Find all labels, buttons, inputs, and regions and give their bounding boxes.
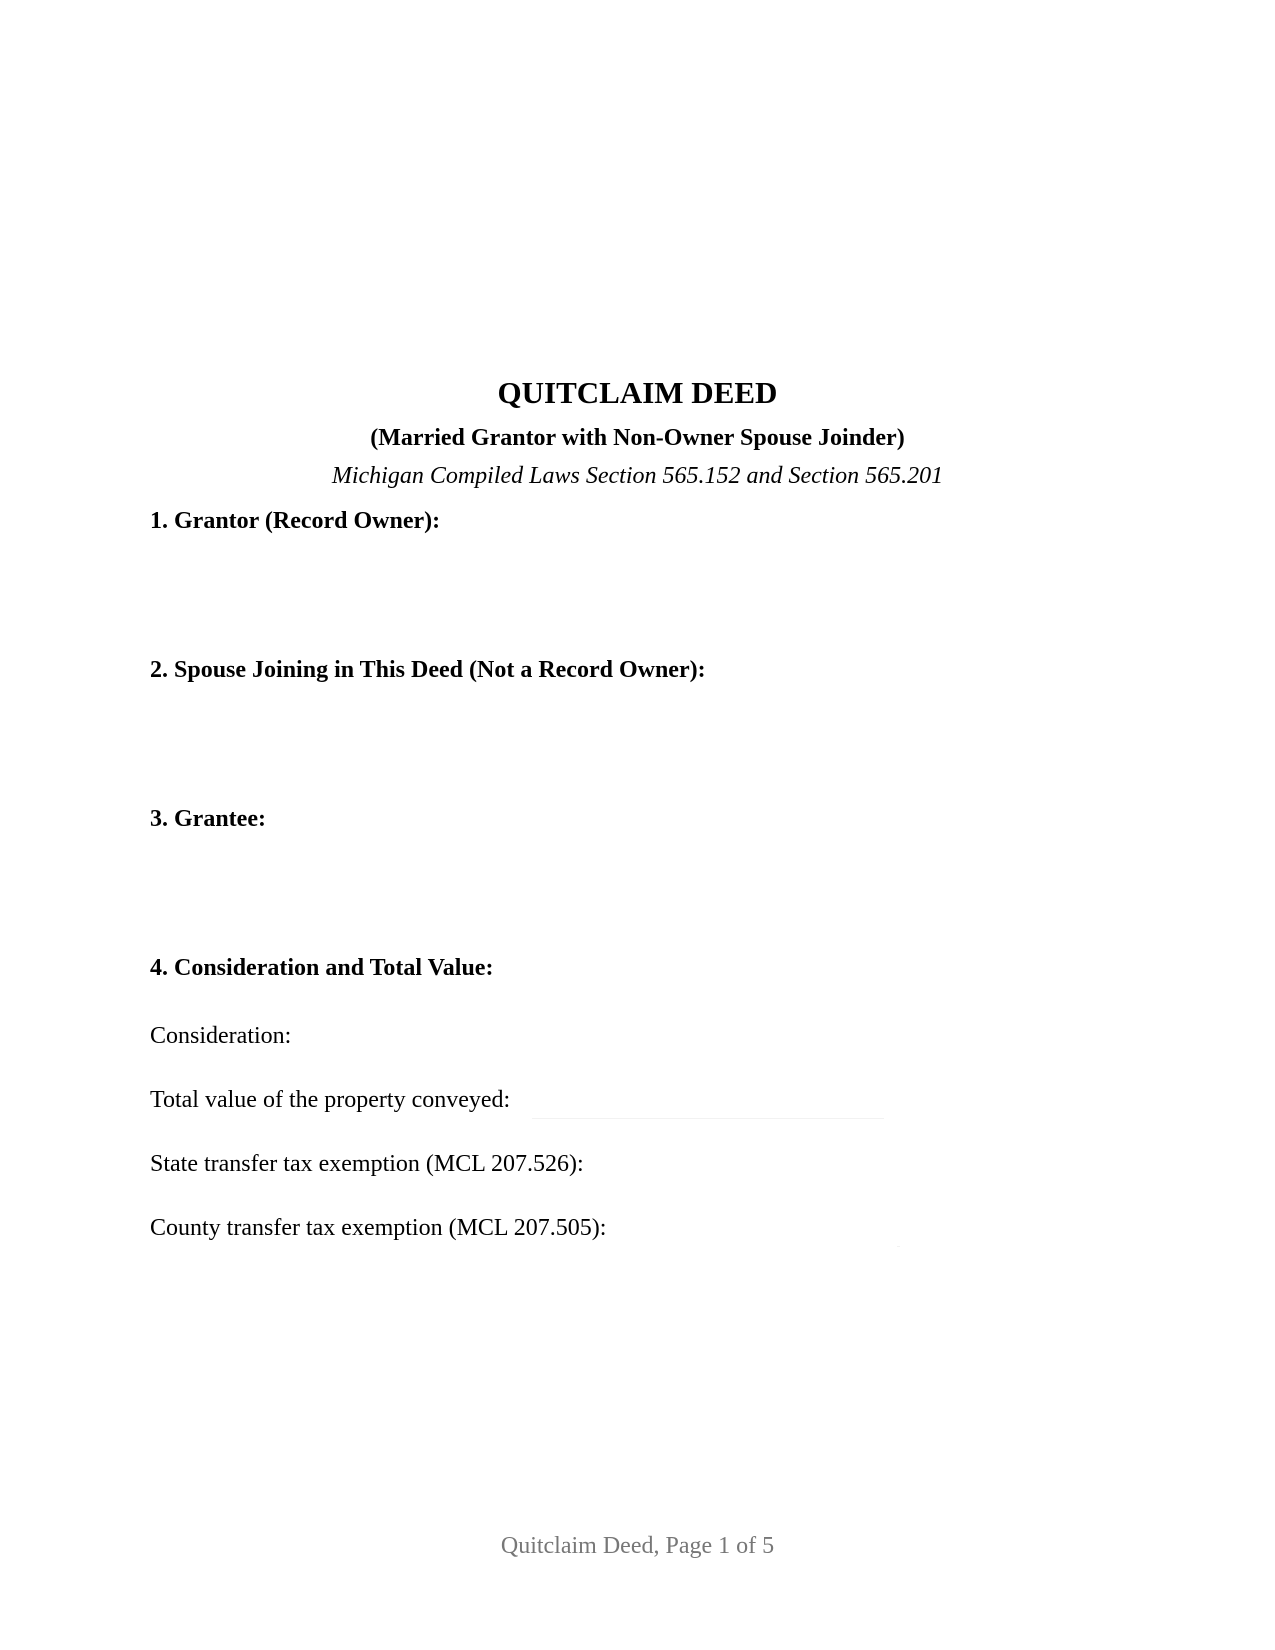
- document-subtitle: (Married Grantor with Non-Owner Spouse Joinder): [370, 425, 905, 451]
- consideration-label: Consideration:: [150, 1023, 292, 1049]
- county-exemption-fill-mark: [897, 1246, 900, 1247]
- statute-citation: Michigan Compiled Laws Section 565.152 and Section 565.201: [331, 463, 944, 489]
- total-value-label: Total value of the property conveyed:: [150, 1087, 511, 1113]
- section-grantor-heading: 1. Grantor (Record Owner):: [150, 508, 441, 534]
- total-value-fill-line: [532, 1118, 884, 1119]
- section-grantee-heading: 3. Grantee:: [150, 806, 266, 832]
- section-consideration-heading: 4. Consideration and Total Value:: [150, 955, 494, 981]
- state-exemption-label: State transfer tax exemption (MCL 207.526):: [150, 1151, 584, 1177]
- document-title: QUITCLAIM DEED: [497, 375, 778, 410]
- page-footer: Quitclaim Deed, Page 1 of 5: [500, 1533, 775, 1559]
- county-exemption-label: County transfer tax exemption (MCL 207.505):: [150, 1215, 607, 1241]
- section-spouse-heading: 2. Spouse Joining in This Deed (Not a Record Owner):: [150, 657, 706, 683]
